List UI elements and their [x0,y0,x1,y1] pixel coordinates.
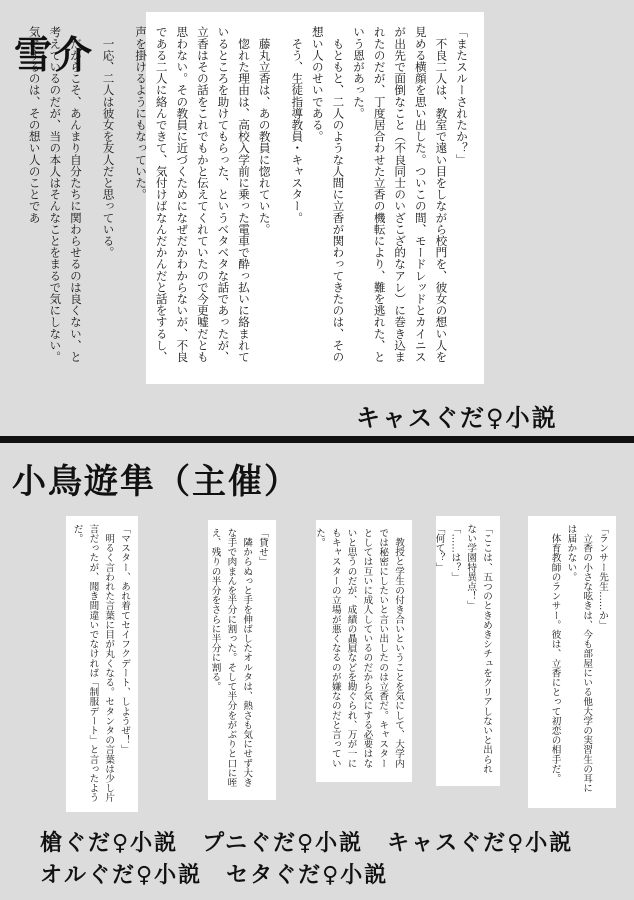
story-paragraph: 一応、二人は彼女を友人だと思っている。 [101,26,116,258]
snippet-proto [433,516,500,786]
snippet-text: 「貸せ」 隣からぬっと手を伸ばしたオルタは、熱さも気にせず大きな手で肉まんを半分に割った。そして半分をがぶりと口に咥え、残りの半分をさらに半分に割る。 [209,528,268,788]
top-credit: キャスぐだ♀小説 [356,404,558,432]
snippet-alter [208,520,276,800]
story-paragraph: 藤丸立香は、あの教員に惚れていた。 [257,26,272,235]
snippet-text: 「ここは、五つのときめきシチュをクリアしないと出られない学園特異点！」 「……は？」 「何て？」 [433,524,492,774]
story-paragraph: もともと、二人のような人間に立香が関わってきたのは、その想い人のせいである。 [310,26,346,363]
author-heading: 雪介 [14,33,95,77]
snippet-caster [316,520,412,782]
story-paragraph: だからこそ、あんまり自分たちに関わらせるのは良くない、と考えているのだが、当の本人はそんなことをまるで気にしない。気にするのは、その想い人のことであ [27,26,83,363]
snippet-text: 「ランサー先生……か」 立香の小さな呟きは、今も部屋にいる他大学の実習生の耳には届かない。 体育教師のランサー。彼は、立香にとって初恋の相手だ。 [549,524,608,793]
snippet-setanta [66,516,138,812]
snippet-text: 「マスター、あれ着てセイフクデート、しようぜ！」 明るく言われた言葉に目が丸くなる。セタンタの言葉は少し片言だったが、聞き間違いでなければ「制服デート」と言ったようだ。 [71,524,130,803]
credits-line-2: オルぐだ♀小説 セタぐだ♀小説 [40,863,389,888]
story-paragraph: 惚れた理由は、高校入学前に乗った電車で酔っ払いに絡まれているところを助けてもらった、というベタベタな話であったが、立香はその話をこれでもかと伝えてくれていたので今更嘘だとも思わない。その教員に近づくためになぜだかわからないが、不良である二人に絡んできて、気付けばなんだかんだと話をするし、声を掛けるようにもなっていた。 [134,26,252,363]
organizer-heading: 小鳥遊隼（主催） [12,462,300,502]
credits-line-1: 槍ぐだ♀小説 プニぐだ♀小説 キャスぐだ♀小説 [40,831,574,856]
snippet-lancer [528,516,616,808]
section-divider [0,436,634,443]
story-paragraph: 「またスルーされたか？」 [455,26,469,166]
snippet-text: 教授と学生の付き合いということを気にして、大学内では秘密にしたいと言い出したのは立香だ。キャスターとしては互いに成人しているのだから気にする必要はないと思うのだが、成績の贔屓などを勘ぐられ、万が一にもキャスターの立場が悪くなるのが嫌なのだと言っていた。 [314,528,404,768]
story-paragraph: 不良二人は、教室で遠い目をしながら校門を、彼女の想い人を見める横顔を思い出した。ついこの間、モードレッドとカイニスが出先で面倒なこと（不良同士のいざこざ的なアレ）に巻き込まれたのだが、丁度居合わせた立香の機転により、難を逃れた、という恩があった。 [352,26,449,363]
story-paragraph: そう、生徒指導教員・キャスター。 [290,26,305,224]
